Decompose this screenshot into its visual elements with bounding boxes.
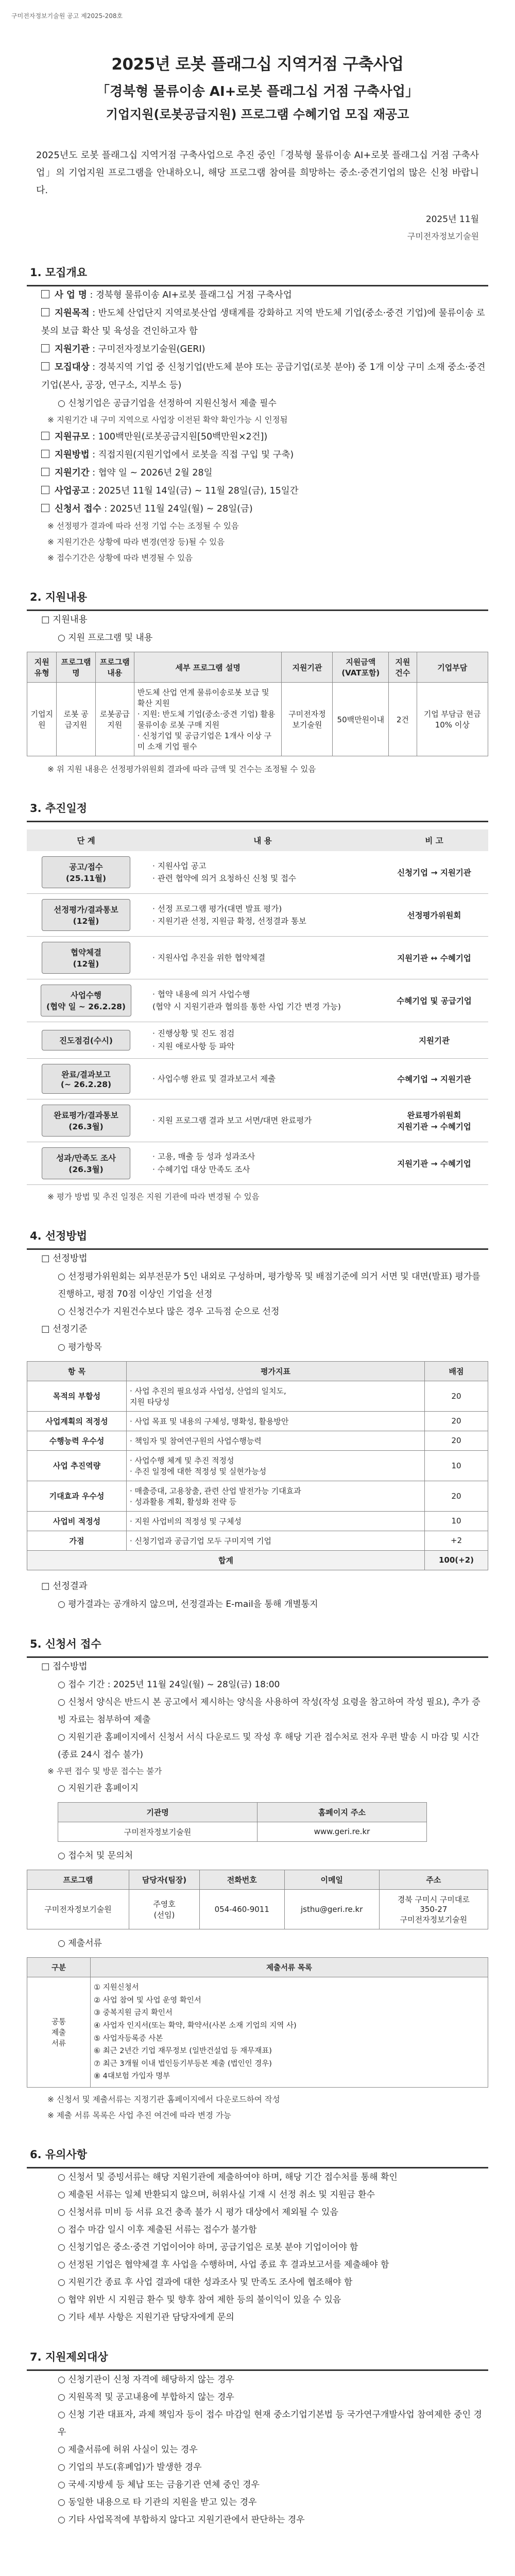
eval-header: 평가지표 — [127, 1361, 425, 1381]
schedule-content: · 지원사업 추진을 위한 협약체결 — [145, 937, 380, 979]
eval-cell: 20 — [425, 1411, 488, 1431]
eval-cell: · 신청기업과 공급기업 모두 구미지역 기업 — [127, 1531, 425, 1550]
schedule-note-cell: 선정평가위원회 — [380, 894, 488, 937]
overview-item-label: 지원목적 — [55, 308, 90, 319]
caution-item: ○ 신청서류 미비 등 서류 요건 충족 불가 시 평가 대상에서 제외될 수 있음 — [58, 2207, 338, 2218]
support-cell: 기업지원 — [27, 683, 57, 756]
notice-org: 구미전자정보기술원 — [407, 231, 479, 242]
overview-item-label: 지원규모 — [55, 432, 90, 443]
schedule-row — [27, 1142, 488, 1184]
page-title: 2025년 로봇 플래그십 지역거점 구축사업 — [111, 55, 404, 74]
caution-item: ○ 협약 위반 시 지원금 환수 및 향후 참여 제한 등의 불이익이 있을 수 있음 — [58, 2295, 341, 2306]
contact-header: 주소 — [379, 1870, 488, 1889]
intro-text: 2025년도 로봇 플래그십 지역거점 구축사업으로 추진 중인「경북형 물류이송 AI+로봇 플래그십 거점 구축사업」의 기업지원 프로그램을 안내하오니, 해당 프로그램 참여를 희망하는 중소·중견기업의 많은 신청 바랍니다. — [36, 149, 479, 196]
hp-header: 기관명 — [58, 1802, 258, 1822]
doc-number: 구미전자정보기술원 공고 제2025-208호 — [11, 12, 123, 20]
section-title: 4. 선정방법 — [27, 1224, 488, 1250]
contact-header: 담당자(팀장) — [129, 1870, 200, 1889]
schedule-stage: 협약체결 (12월) — [42, 942, 130, 974]
support-cell: 로봇 공급지원 — [57, 683, 95, 756]
evaluation-table — [27, 1361, 488, 1570]
exclusion-item: ○ 기타 사업목적에 부합하지 않다고 지원기관에서 판단하는 경우 — [58, 2515, 305, 2526]
schedule-stage: 사업수행 (협약 일 ~ 26.2.28) — [41, 985, 131, 1016]
eval-cell: 20 — [425, 1481, 488, 1511]
caution-item: ○ 제출된 서류는 일체 반환되지 않으며, 허위사실 기재 시 선정 취소 및 지원금 환수 — [58, 2190, 375, 2200]
exclusion-item: ○ 기업의 부도(휴폐업)가 발생한 경우 — [58, 2462, 202, 2473]
schedule-content: · 진행상황 및 진도 점검 · 지원 애로사항 등 파악 — [145, 1022, 380, 1059]
overview-item-text: 경북형 물류이송 AI+로봇 플래그십 거점 구축사업 — [95, 290, 292, 301]
selection-result: ○ 평가결과는 공개하지 않으며, 선정결과는 E-mail을 통해 개별통지 — [58, 1599, 318, 1609]
caution-item: ○ 신청기업은 중소·중견 기업이어야 하며, 공급기업은 로봇 분야 기업이어야 함 — [58, 2242, 358, 2253]
hp-url-link[interactable]: www.geri.re.kr — [258, 1822, 427, 1841]
support-header: 지원건수 — [389, 652, 417, 683]
schedule-note-cell: 지원기관 → 수혜기업 — [380, 1142, 488, 1184]
schedule-note-cell: 수혜기업 및 공급기업 — [380, 979, 488, 1022]
application-lead: ○ 제출서류 — [58, 1938, 102, 1948]
schedule-row — [27, 979, 488, 1022]
selection-lead: □ 선정기준 — [41, 1324, 88, 1334]
support-cell: 로봇공급지원 — [95, 683, 134, 756]
submit-item: ⑧ 4대보험 가입자 명부 — [94, 2072, 170, 2081]
application-note: ※ 제출 서류 목록은 사업 추진 여건에 따라 변경 가능 — [47, 2111, 231, 2121]
contact-cell: 054-460-9011 — [199, 1889, 284, 1929]
schedule-stage-cell — [27, 937, 145, 979]
eval-cell: · 사업 추진의 필요성과 사업성, 산업의 일치도, 지원 타당성 — [127, 1381, 425, 1411]
support-header: 프로그램 내용 — [95, 652, 134, 683]
checkbox-icon — [41, 290, 49, 298]
caution-item: ○ 접수 마감 일시 이후 제출된 서류는 접수가 불가함 — [58, 2225, 257, 2235]
application-item: ○ 신청서 양식은 반드시 본 공고에서 제시하는 양식을 사용하여 작성(작성 요령을 참고하여 작성 필요), 추가 증빙 자료는 첨부하여 제출 — [58, 1697, 480, 1725]
section-selection — [27, 1224, 488, 1613]
exclusion-item: ○ 제출서류에 허위 사실이 있는 경우 — [58, 2445, 198, 2455]
overview-item-label: 지원방법 — [55, 450, 90, 461]
submit-item: ⑦ 최근 3개월 이내 법인등기부등본 제출 (법인인 경우) — [94, 2059, 272, 2068]
support-header: 세부 프로그램 설명 — [134, 652, 282, 683]
support-header: 기업부담 — [417, 652, 488, 683]
submit-item: ① 지원신청서 — [94, 1983, 139, 1992]
checkbox-icon — [41, 344, 49, 352]
overview-item-label: 사 업 명 — [55, 290, 87, 301]
support-cell: 기업 부담금 현금 10% 이상 — [417, 683, 488, 756]
contact-header: 이메일 — [284, 1870, 379, 1889]
checkbox-icon — [41, 486, 49, 494]
eval-row — [27, 1450, 488, 1481]
eval-row — [27, 1531, 488, 1550]
section-title: 5. 신청서 접수 — [27, 1632, 488, 1658]
submit-item: ② 사업 참여 및 사업 운영 확인서 — [94, 1996, 201, 2005]
exclusion-item: ○ 동일한 내용으로 타 기관의 지원을 받고 있는 경우 — [58, 2497, 257, 2508]
exclusion-item: ○ 신청 기관 대표자, 과제 책임자 등이 접수 마감일 현재 중소기업기본법 등 국가연구개발사업 참여제한 중인 경우 — [58, 2410, 482, 2438]
overview-item: 지원방법 : 직접지원(지원기업에서 로봇을 직접 구입 및 구축) — [41, 446, 488, 464]
application-note: ※ 신청서 및 제출서류는 지정기관 홈페이지에서 다운로드하여 작성 — [47, 2095, 280, 2105]
contact-cell: 구미전자정보기술원 — [27, 1889, 129, 1929]
selection-item: ○ 선정평가위원회는 외부전문가 5인 내외로 구성하며, 평가항목 및 배점기준에 의거 서면 및 대면(발표) 평가를 진행하고, 평점 70점 이상인 기업을 선정 — [58, 1271, 480, 1299]
contact-cell: 경북 구미시 구미대로 350-27 구미전자정보기술원 — [379, 1889, 488, 1929]
caution-item: ○ 신청서 및 증빙서류는 해당 지원기관에 제출하여야 하며, 해당 기간 접수처를 통해 확인 — [58, 2172, 398, 2183]
eval-cell: 수행능력 우수성 — [27, 1431, 127, 1450]
eval-cell: · 사업 목표 및 내용의 구체성, 명확성, 활용방안 — [127, 1411, 425, 1431]
overview-item-text: 직접지원(지원기업에서 로봇을 직접 구입 및 구축) — [98, 450, 294, 461]
eval-row — [27, 1511, 488, 1531]
support-header: 지원기관 — [282, 652, 333, 683]
schedule-stage-cell — [27, 1099, 145, 1142]
schedule-stage: 완료평가/결과통보 (26.3월) — [42, 1105, 130, 1137]
support-header: 지원금액(VAT포함) — [333, 652, 389, 683]
overview-item-text: 협약 일 ~ 2026년 2월 28일 — [98, 468, 213, 479]
overview-item: 사 업 명 : 경북형 물류이송 AI+로봇 플래그십 거점 구축사업 — [41, 286, 488, 304]
section-overview — [27, 260, 488, 566]
schedule-header-note: 비 고 — [425, 836, 443, 846]
section-title: 2. 지원내용 — [27, 585, 488, 611]
eval-cell: 10 — [425, 1511, 488, 1531]
overview-note: ※ 선정평가 결과에 따라 선정 기업 수는 조정될 수 있음 — [47, 521, 239, 531]
eval-row — [27, 1431, 488, 1450]
overview-item: 사업공고 : 2025년 11월 14일(금) ~ 11월 28일(금), 15일간 — [41, 482, 488, 500]
eval-cell: · 책임자 및 참여연구원의 사업수행능력 — [127, 1431, 425, 1450]
eval-row — [27, 1381, 488, 1411]
selection-sub: ○ 평가항목 — [58, 1342, 102, 1352]
section-support — [27, 585, 488, 777]
submit-table — [27, 1957, 488, 2088]
overview-item: 지원목적 : 반도체 산업단지 지역로봇산업 생태계를 강화하고 지역 반도체 기업(중소·중견 기업)에 물류이송 로봇의 보급 확산 및 육성을 견인하고자 함 — [41, 308, 485, 337]
eval-cell: 10 — [425, 1450, 488, 1481]
application-note: ※ 우편 접수 및 방문 접수는 불가 — [47, 1766, 162, 1776]
support-cell: 구미전자정보기술원 — [282, 683, 333, 756]
eval-cell: +2 — [425, 1531, 488, 1550]
checkbox-icon — [41, 450, 49, 458]
section-title: 6. 유의사항 — [27, 2142, 488, 2168]
schedule-stage: 선정평가/결과통보 (12월) — [42, 899, 130, 931]
schedule-stage-cell — [27, 1058, 145, 1099]
schedule-content: · 협약 내용에 의거 사업수행 (협약 시 지원기관과 협의를 통한 사업 기간 변경 가능) — [145, 979, 380, 1022]
eval-cell: 20 — [425, 1431, 488, 1450]
eval-row — [27, 1411, 488, 1431]
eval-cell: 사업계획의 적정성 — [27, 1411, 127, 1431]
support-cell: 반도체 산업 연계 물류이송로봇 보급 및 확산 지원 · 지원: 반도체 기업(중소·중견 기업) 활용 물류이송 로봇 구매 지원 · 신청기업 및 공급기업은 1개사 이상 구미 소재 기업 필수 — [134, 683, 282, 756]
schedule-note: ※ 평가 방법 및 추진 일정은 지원 기관에 따라 변경될 수 있음 — [47, 1192, 260, 1201]
overview-item-text: 100백만원(로봇공급지원[50백만원×2건]) — [98, 432, 268, 443]
overview-item-label: 모집대상 — [55, 362, 90, 373]
support-cell: 50백만원이내 — [333, 683, 389, 756]
schedule-stage-cell — [27, 1142, 145, 1184]
overview-note: ○ 신청기업은 공급기업을 선정하여 지원신청서 제출 필수 — [58, 398, 277, 409]
section-exclusions — [27, 2345, 488, 2529]
submit-items — [91, 1977, 488, 2087]
selection-lead: □ 선정결과 — [41, 1581, 88, 1591]
section-cautions — [27, 2142, 488, 2326]
schedule-table — [27, 829, 488, 1185]
page-subtitle-2: 기업지원(로봇공급지원) 프로그램 수혜기업 모집 재공고 — [106, 107, 409, 122]
eval-header: 배점 — [425, 1361, 488, 1381]
schedule-note-cell: 지원기관 — [380, 1022, 488, 1059]
overview-items — [27, 286, 488, 395]
eval-cell: · 매출증대, 고용창출, 관련 산업 발전가능 기대효과 · 성과활용 계획, 활성화 전략 등 — [127, 1481, 425, 1511]
checkbox-icon — [41, 504, 49, 512]
submit-header: 제출서류 목록 — [91, 1957, 488, 1977]
submit-item: ④ 사업자 인지서(또는 확약, 확약서(사본 소재 기업의 지역 사) — [94, 2021, 297, 2030]
section-title: 7. 지원제외대상 — [27, 2345, 488, 2371]
application-item: ○ 지원기관 홈페이지에서 신청서 서식 다운로드 및 작성 후 해당 기관 접수처로 전자 우편 발송 시 마감 및 시간(종료 24시 접수 불가) — [58, 1732, 479, 1760]
schedule-note-cell: 지원기관 ↔ 수혜기업 — [380, 937, 488, 979]
notice-date: 2025년 11월 — [425, 214, 479, 225]
support-cell: 2건 — [389, 683, 417, 756]
schedule-row — [27, 1058, 488, 1099]
selection-items — [27, 1268, 488, 1320]
application-lead: □ 접수방법 — [41, 1661, 88, 1672]
contact-cell: 주영호 (선임) — [129, 1889, 200, 1929]
application-lead: ○ 지원기관 홈페이지 — [58, 1783, 139, 1793]
checkbox-icon — [41, 362, 49, 370]
application-item: ○ 접수 기간 : 2025년 11월 24일(월) ~ 28일(금) 18:00 — [58, 1679, 280, 1690]
caution-item: ○ 선정된 기업은 협약체결 후 사업을 수행하며, 사업 종료 후 결과보고서를 제출해야 함 — [58, 2260, 389, 2270]
eval-row — [27, 1481, 488, 1511]
eval-total-label: 합계 — [27, 1550, 425, 1570]
schedule-note-cell: 완료평가위원회 지원기관 → 수혜기업 — [380, 1099, 488, 1142]
caution-item: ○ 지원기간 종료 후 사업 결과에 대한 성과조사 및 만족도 조사에 협조해야 함 — [58, 2277, 353, 2288]
contact-table — [27, 1870, 488, 1929]
application-lead: ○ 접수처 및 문의처 — [58, 1850, 133, 1861]
contact-header: 전화번호 — [199, 1870, 284, 1889]
schedule-stage: 성과/만족도 조사 (26.3월) — [42, 1147, 130, 1179]
overview-note: ※ 지원기간은 상황에 따라 변경(연장 등)될 수 있음 — [47, 537, 225, 547]
overview-item-text: 경북지역 기업 중 신청기업(반도체 분야 또는 공급기업(로봇 분야) 중 1개 이상 구미 소재 중소·중견 기업(본사, 공장, 연구소, 지부소 등) — [41, 362, 486, 391]
schedule-stage-cell — [27, 894, 145, 937]
schedule-row — [27, 1099, 488, 1142]
page-subtitle: 「경북형 물류이송 AI+로봇 플래그십 거점 구축사업」 — [96, 84, 419, 99]
eval-cell: 20 — [425, 1381, 488, 1411]
schedule-header-stage: 단 계 — [77, 836, 95, 846]
overview-item: 신청서 접수 : 2025년 11월 24일(월) ~ 28일(금) — [41, 500, 488, 518]
hp-header: 홈페이지 주소 — [258, 1802, 427, 1822]
checkbox-icon — [41, 308, 49, 316]
support-header: 지원 유형 — [27, 652, 57, 683]
section-title: 1. 모집개요 — [27, 260, 488, 286]
submit-label: 공통 제출 서류 — [27, 1977, 91, 2087]
schedule-content: · 선정 프로그램 평가(대면 발표 평가) · 지원기관 선정, 지원금 확정, 선정결과 통보 — [145, 894, 380, 937]
schedule-content: · 고용, 매출 등 성과 성과조사 · 수혜기업 대상 만족도 조사 — [145, 1142, 380, 1184]
submit-item: ③ 중복지원 금지 확인서 — [94, 2009, 173, 2018]
eval-cell: · 지원 사업비의 적정성 및 구체성 — [127, 1511, 425, 1531]
section-schedule — [27, 796, 488, 1205]
overview-item-text: 2025년 11월 14일(금) ~ 11월 28일(금), 15일간 — [98, 486, 299, 497]
exclusion-items — [27, 2371, 488, 2529]
schedule-note-cell: 신청기업 → 지원기관 — [380, 851, 488, 894]
schedule-stage: 완료/결과보고 (~ 26.2.28) — [42, 1064, 130, 1094]
support-table — [27, 652, 488, 756]
support-header: 프로그램명 — [57, 652, 95, 683]
checkbox-icon — [41, 432, 49, 440]
schedule-note-cell: 수혜기업 → 지원기관 — [380, 1058, 488, 1099]
overview-item: 모집대상 : 경북지역 기업 중 신청기업(반도체 분야 또는 공급기업(로봇 분야) 중 1개 이상 구미 소재 중소·중견 기업(본사, 공장, 연구소, 지부소 등) — [41, 362, 486, 391]
overview-item-label: 지원기관 — [55, 344, 90, 355]
caution-item: ○ 기타 세부 사항은 지원기관 담당자에게 문의 — [58, 2312, 234, 2323]
overview-note: ※ 지원기간 내 구미 지역으로 사업장 이전된 확약 확인가능 시 인정됨 — [47, 415, 288, 425]
schedule-row — [27, 1022, 488, 1059]
overview-item-text: 구미전자정보기술원(GERI) — [98, 344, 205, 355]
overview-item-label: 신청서 접수 — [55, 504, 101, 515]
section-title: 3. 추진일정 — [27, 796, 488, 822]
selection-lead: □ 선정방법 — [41, 1253, 88, 1264]
hp-org: 구미전자정보기술원 — [58, 1822, 258, 1841]
application-items — [27, 1676, 488, 1764]
caution-items — [27, 2168, 488, 2326]
eval-cell: 사업비 적정성 — [27, 1511, 127, 1531]
support-lead: □ 지원내용 — [41, 615, 88, 625]
submit-item: ⑥ 최근 2년간 기업 재무정보 (일반건설업 등 재무재표) — [94, 2047, 272, 2056]
schedule-stage-cell — [27, 979, 145, 1022]
eval-cell: 목적의 부합성 — [27, 1381, 127, 1411]
overview-item-text: 2025년 11월 24일(월) ~ 28일(금) — [110, 504, 253, 515]
schedule-stage-cell — [27, 1022, 145, 1059]
exclusion-item: ○ 신청기관이 신청 자격에 해당하지 않는 경우 — [58, 2375, 234, 2385]
selection-item: ○ 신청건수가 지원건수보다 많은 경우 고득점 순으로 선정 — [58, 1306, 280, 1317]
schedule-stage: 공고/접수 (25.11월) — [42, 856, 130, 888]
eval-total-value: 100(+2) — [425, 1550, 488, 1570]
schedule-stage-cell — [27, 851, 145, 894]
submit-header: 구분 — [27, 1957, 91, 1977]
exclusion-item: ○ 국세·지방세 등 체납 또는 금융기관 연체 중인 경우 — [58, 2480, 260, 2490]
schedule-row — [27, 937, 488, 979]
schedule-header-content: 내 용 — [253, 836, 272, 846]
schedule-stage: 진도점검(수시) — [42, 1030, 130, 1050]
support-note: ※ 위 지원 내용은 선정평가위원회 결과에 따라 금액 및 건수는 조정될 수 있음 — [47, 765, 316, 774]
exclusion-item: ○ 지원목적 및 공고내용에 부합하지 않는 경우 — [58, 2392, 234, 2403]
schedule-content: · 지원사업 공고 · 관련 협약에 의거 요청하신 신청 및 접수 — [145, 851, 380, 894]
overview-item: 지원기간 : 협약 일 ~ 2026년 2월 28일 — [41, 464, 488, 482]
checkbox-icon — [41, 468, 49, 476]
homepage-table — [58, 1802, 427, 1842]
section-application — [27, 1632, 488, 2124]
title-block — [27, 51, 488, 122]
overview-item: 지원기관 : 구미전자정보기술원(GERI) — [41, 341, 488, 359]
eval-cell: 사업 추진역량 — [27, 1450, 127, 1481]
overview-items-2 — [27, 428, 488, 518]
eval-cell: 기대효과 우수성 — [27, 1481, 127, 1511]
overview-item: 지원규모 : 100백만원(로봇공급지원[50백만원×2건]) — [41, 428, 488, 446]
eval-cell: · 사업수행 체계 및 추진 적정성 · 추진 일정에 대한 적정성 및 실현가능성 — [127, 1450, 425, 1481]
overview-note: ※ 접수기간은 상황에 따라 변경될 수 있음 — [47, 553, 193, 563]
eval-header: 항 목 — [27, 1361, 127, 1381]
contact-header: 프로그램 — [27, 1870, 129, 1889]
schedule-content: · 지원 프로그램 결과 보고 서면/대면 완료평가 — [145, 1099, 380, 1142]
eval-cell: 가점 — [27, 1531, 127, 1550]
schedule-row — [27, 894, 488, 937]
support-sub: ○ 지원 프로그램 및 내용 — [58, 633, 153, 643]
overview-item-label: 지원기간 — [55, 468, 90, 479]
contact-cell[interactable]: jsthu@geri.re.kr — [284, 1889, 379, 1929]
schedule-content: · 사업수행 완료 및 결과보고서 제출 — [145, 1058, 380, 1099]
submit-item: ⑤ 사업자등록증 사본 — [94, 2034, 163, 2043]
overview-item-label: 사업공고 — [55, 486, 90, 497]
schedule-row — [27, 851, 488, 894]
overview-item-text: 반도체 산업단지 지역로봇산업 생태계를 강화하고 지역 반도체 기업(중소·중견 기업)에 물류이송 로봇의 보급 확산 및 육성을 견인하고자 함 — [41, 308, 485, 337]
